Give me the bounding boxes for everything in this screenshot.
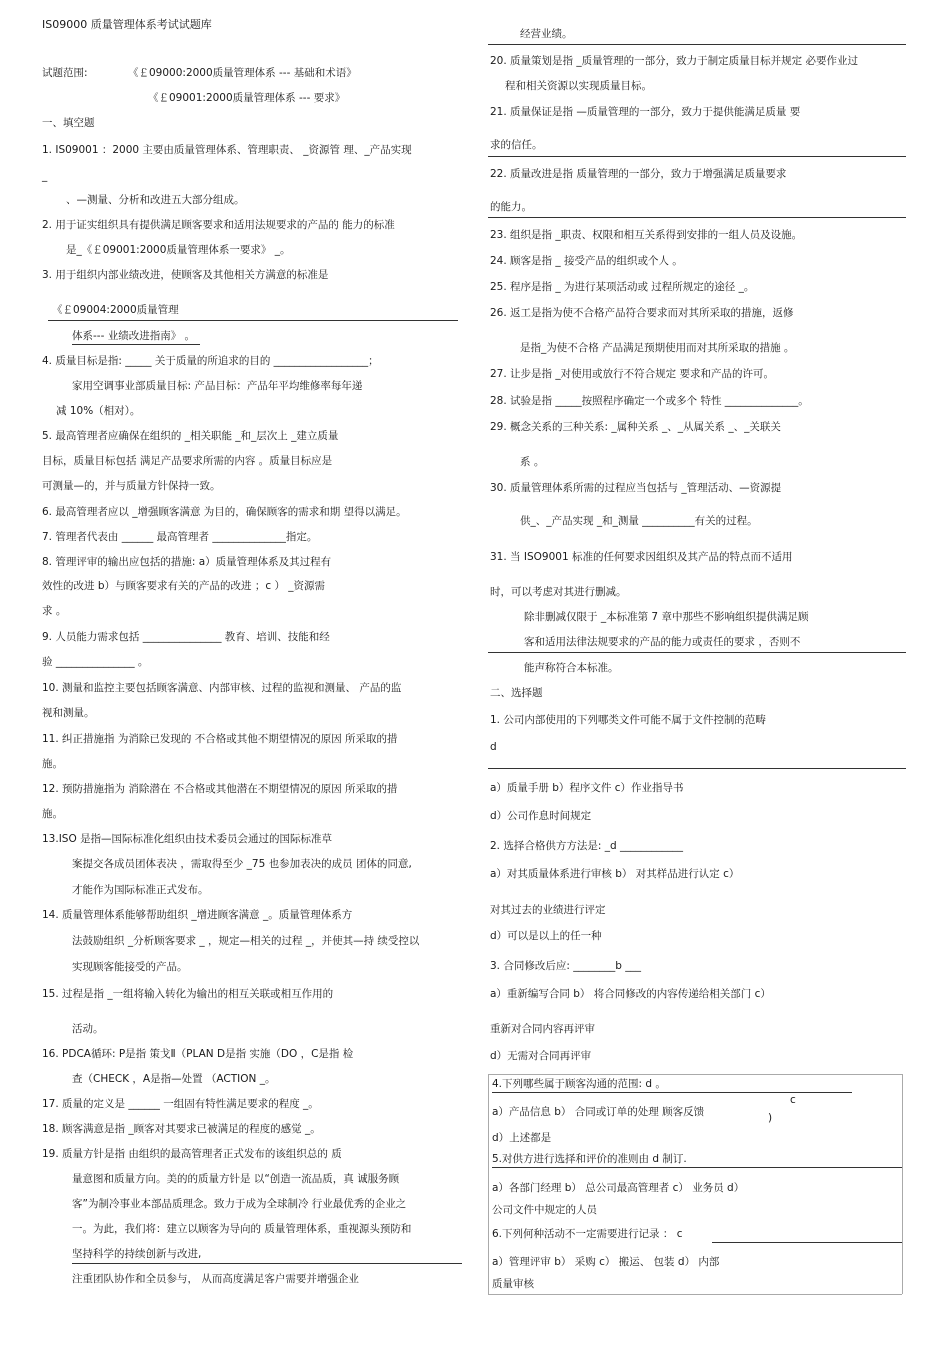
question-line: 家用空调事业部质量目标: 产品目标：产品年平均维修率每年递: [72, 380, 363, 392]
question-line: 客”为制冷事业本部品质理念。致力于成为全球制冷 行业最优秀的企业之: [72, 1198, 407, 1210]
question-line: 求的信任。: [490, 139, 543, 151]
option-mark: ): [768, 1112, 773, 1124]
question-line: 程和相关资源以实现质量目标。: [505, 80, 652, 92]
section-choice-heading: 二、选择题: [490, 687, 543, 699]
question-line: 验 _______________ 。: [42, 656, 149, 668]
table-border: [488, 1074, 489, 1294]
question-line: 4. 质量目标是指: _____ 关于质量的所追求的目的 __________________；: [42, 355, 379, 367]
page-title: IS09000 质量管理体系考试试题库: [42, 18, 212, 31]
question-line: 的能力。: [490, 201, 532, 213]
question-line: 能声称符合本标准。: [524, 662, 619, 674]
question-line: 28. 试验是指 _____按照程序确定一个或多个 特性 ______________。: [490, 395, 809, 407]
question-line: 7. 管理者代表由 ______ 最高管理者 ______________指定。: [42, 531, 318, 543]
question-line: 、—测量、分析和改进五大部分组成。: [66, 194, 245, 206]
question-line: 9. 人员能力需求包括 _______________ 教育、培训、技能和经: [42, 631, 330, 643]
option-line: a）对其质量体系进行审核 b） 对其样品进行认定 c）: [490, 868, 740, 880]
rule: [488, 44, 906, 45]
question-line: 是_《￡09001:2000质量管理体系一要求》 _。: [66, 244, 291, 256]
question-line: 16. PDCA循环: P是指 策戈Ⅱ（PLAN D是指 实施（DO ，C是指 检: [42, 1048, 354, 1060]
question-line: 6. 最高管理者应以 _增强顾客满意 为目的，确保顾客的需求和期 望得以满足。: [42, 506, 407, 518]
question-line: 22. 质量改进是指 质量管理的一部分，致力于增强满足质量要求: [490, 168, 787, 180]
question-line: 减 10%（相对）。: [56, 405, 141, 417]
rule: [712, 1242, 902, 1243]
option-line: 质量审核: [492, 1278, 534, 1290]
option-line: 公司文件中规定的人员: [492, 1204, 597, 1216]
question-line: 11. 纠正措施指 为消除已发现的 不合格或其他不期望情况的原因 所采取的措: [42, 733, 398, 745]
question-line: 一。为此，我们将：建立以顾客为导向的 质量管理体系，重视源头预防和: [72, 1223, 412, 1235]
rule: [488, 156, 906, 157]
question-line: 系 。: [520, 456, 545, 468]
question-line: 法鼓励组织 _分析顾客要求 _ ，规定—相关的过程 _，并使其—持 续受控以: [72, 935, 420, 947]
question-line: 可测量—的，并与质量方针保持一致。: [42, 480, 221, 492]
question-line: 效性的改进 b）与顾客要求有关的产品的改进 ；c ） _资源需: [42, 580, 326, 592]
question-line: 3. 合同修改后应: ________b ___: [490, 960, 641, 972]
rule: [488, 1294, 902, 1295]
question-line: 8. 管理评审的输出应包括的措施: a）质量管理体系及其过程有: [42, 556, 332, 568]
question-line: 视和测量。: [42, 707, 95, 719]
question-line: 30. 质量管理体系所需的过程应当包括与 _管理活动、—资源提: [490, 482, 782, 494]
question-line: 1. 公司内部使用的下列哪类文件可能不属于文件控制的范畴: [490, 714, 766, 726]
scope-line-2: 《￡09001:2000质量管理体系 --- 要求》: [148, 92, 346, 104]
option-line: a）产品信息 b） 合同或订单的处理 顾客反馈: [492, 1106, 705, 1118]
scope-label: 试题范围:: [42, 67, 88, 79]
option-line: d）公司作息时间规定: [490, 810, 592, 822]
question-line: 才能作为国际标准正式发布。: [72, 884, 209, 896]
question-line: 目标，质量目标包括 满足产品要求所需的内容 。质量目标应是: [42, 455, 333, 467]
question-line: 31. 当 ISO9001 标准的任何要求因组织及其产品的特点而不适用: [490, 551, 793, 563]
question-line: 3. 用于组织内部业绩改进，使顾客及其他相关方满意的标准是: [42, 269, 329, 281]
question-line: 活动。: [72, 1023, 104, 1035]
option-line: a）各部门经理 b） 总公司最高管理者 c） 业务员 d）: [492, 1182, 745, 1194]
rule: [48, 320, 458, 321]
option-line: a）重新编写合同 b） 将合同修改的内容传递给相关部门 c）: [490, 988, 771, 1000]
question-line: 供_、_产品实现 _和_测量 __________有关的过程。: [520, 515, 758, 527]
table-border: [902, 1074, 903, 1294]
option-mark: c: [790, 1094, 796, 1106]
question-line: 2. 选择合格供方方法是: _d ____________: [490, 840, 683, 852]
question-line: 是指_为使不合格 产品满足预期使用而对其所采取的措施 。: [520, 342, 795, 354]
question-line: 25. 程序是指 _ 为进行某项活动或 过程所规定的途径 _。: [490, 281, 755, 293]
question-line: 5. 最高管理者应确保在组织的 _相关职能 _和_层次上 _建立质量: [42, 430, 339, 442]
question-line: 施。: [42, 758, 63, 770]
question-line: _: [42, 170, 48, 182]
question-line: 注重团队协作和全员参与， 从而高度满足客户需要并增强企业: [72, 1273, 359, 1285]
question-line: 29. 概念关系的三种关系: _属种关系 _、_从属关系 _、_关联关: [490, 421, 781, 433]
question-line: 求 。: [42, 605, 67, 617]
rule: [72, 1263, 462, 1264]
question-line: 15. 过程是指 _一组将输入转化为输出的相互关联或相互作用的: [42, 988, 334, 1000]
question-line: 4.下列哪些属于顾客沟通的范围: d 。: [492, 1078, 666, 1090]
question-line: 施。: [42, 808, 63, 820]
rule: [488, 217, 906, 218]
question-line: 14. 质量管理体系能够帮助组织 _增进顾客满意 _。质量管理体系方: [42, 909, 353, 921]
rule: [488, 1074, 902, 1075]
section-fill-heading: 一、填空题: [42, 117, 95, 129]
question-line: 13.ISO 是指—国际标准化组织由技术委员会通过的国际标准草: [42, 833, 333, 845]
question-line: 量意图和质量方向。美的的质量方针是 以“创造一流品质，真 诚服务顾: [72, 1173, 400, 1185]
option-line: a）管理评审 b） 采购 c） 搬运、 包装 d） 内部: [492, 1256, 720, 1268]
question-line: 客和适用法律法规要求的产品的能力或责任的要求 ，否则不: [524, 636, 801, 648]
option-line: d）可以是以上的任一种: [490, 930, 602, 942]
option-line: d）上述都是: [492, 1132, 552, 1144]
rule: [492, 1167, 902, 1168]
question-line: 24. 顾客是指 _ 接受产品的组织或个人 。: [490, 255, 683, 267]
option-line: d）无需对合同再评审: [490, 1050, 592, 1062]
question-line: 21. 质量保证是指 —质量管理的一部分，致力于提供能满足质量 要: [490, 106, 801, 118]
rule: [488, 768, 906, 769]
question-line: d: [490, 741, 497, 753]
question-line: 2. 用于证实组织具有提供满足顾客要求和适用法规要求的产品的 能力的标准: [42, 219, 395, 231]
question-line: 体系--- 业绩改进指南》 。: [72, 330, 196, 342]
question-line: 查（CHECK ，A是指—处置 （ACTION _。: [72, 1073, 276, 1085]
question-line: 经营业绩。: [520, 28, 573, 40]
question-line: 实现顾客能接受的产品。: [72, 961, 188, 973]
option-line: 对其过去的业绩进行评定: [490, 904, 606, 916]
question-line: 坚持科学的持续创新与改进,: [72, 1248, 202, 1260]
option-line: 重新对合同内容再评审: [490, 1023, 595, 1035]
rule: [492, 1092, 852, 1093]
question-line: 12. 预防措施指为 消除潜在 不合格或其他潜在不期望情况的原因 所采取的措: [42, 783, 398, 795]
question-line: 6.下列何种活动不一定需要进行记录 ： c: [492, 1228, 683, 1240]
question-line: 1. IS09001 ：2000 主要由质量管理体系、管理职责、 _资源管 理、_产品实现: [42, 144, 412, 156]
question-line: 19. 质量方针是指 由组织的最高管理者正式发布的该组织总的 质: [42, 1148, 342, 1160]
rule: [72, 344, 200, 345]
question-line: 《￡09004:2000质量管理: [52, 304, 179, 316]
question-line: 案提交各成员团体表决 ，需取得至少 _75 也参加表决的成员 团体的同意,: [72, 858, 412, 870]
option-line: a）质量手册 b）程序文件 c）作业指导书: [490, 782, 684, 794]
question-line: 27. 让步是指 _对使用或放行不符合规定 要求和产品的许可。: [490, 368, 774, 380]
rule: [488, 652, 906, 653]
question-line: 23. 组织是指 _职责、权限和相互关系得到安排的一组人员及设施。: [490, 229, 803, 241]
question-line: 26. 返工是指为使不合格产品符合要求而对其所采取的措施，返修: [490, 307, 794, 319]
scope-line-1: 《￡09000:2000质量管理体系 --- 基础和术语》: [128, 67, 357, 79]
question-line: 除非删减仅限于 _本标准第 7 章中那些不影响组织提供满足顾: [524, 611, 809, 623]
question-line: 18. 顾客满意是指 _顾客对其要求已被满足的程度的感觉 _。: [42, 1123, 321, 1135]
question-line: 20. 质量策划是指 _质量管理的一部分，致力于制定质量目标并规定 必要作业过: [490, 55, 858, 67]
question-line: 5.对供方进行选择和评价的准则由 d 制订.: [492, 1153, 687, 1165]
question-line: 17. 质量的定义是 ______ 一组固有特性满足要求的程度 _。: [42, 1098, 319, 1110]
question-line: 10. 测量和监控主要包括顾客满意、内部审核、过程的监视和测量、 产品的监: [42, 682, 402, 694]
question-line: 时，可以考虑对其进行删减。: [490, 586, 627, 598]
